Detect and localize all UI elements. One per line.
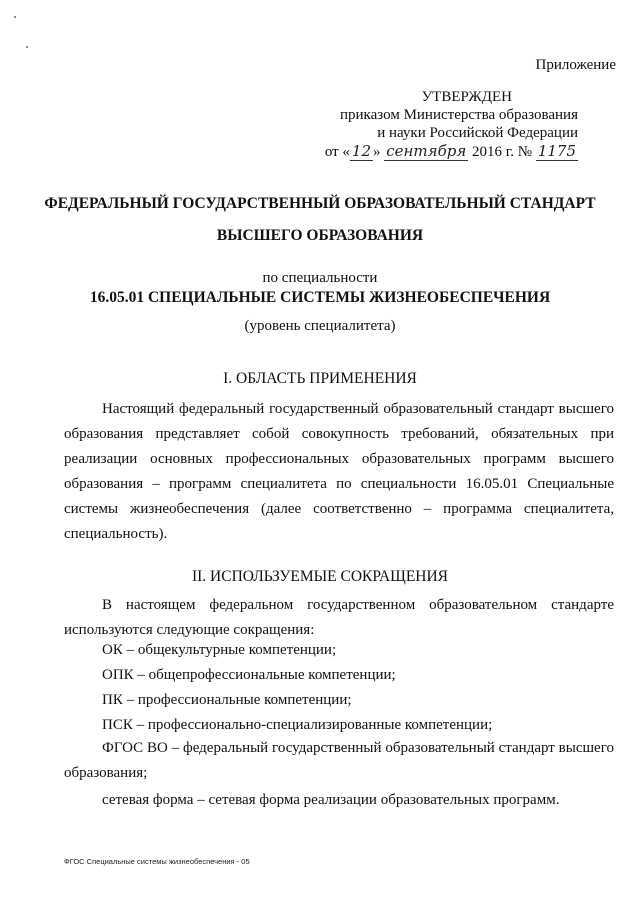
section-1-paragraph: Настоящий федеральный государственный образовательный стандарт высшего образования представляет собой совокупность требований, обязательных при реализации основных профессиональных образовательных программ высшего образования – программ специалитета по специальности 16.05.01 Специальные системы жизнеобеспечения (далее соответственно – программа специалитета, специальность). — [64, 401, 614, 542]
section-2-heading: II. ИСПОЛЬЗУЕМЫЕ СОКРАЩЕНИЯ — [191, 568, 449, 585]
date-prefix: от « — [324, 144, 350, 160]
education-level: (уровень специалитета) — [244, 318, 396, 334]
approved-label: УТВЕРЖДЕН — [421, 89, 512, 105]
section-2-intro: В настоящем федеральном государственном образовательном стандарте используются следующие сокращения: — [64, 597, 614, 638]
scan-speck — [26, 46, 28, 48]
section-1-heading: I. ОБЛАСТЬ ПРИМЕНЕНИЯ — [223, 370, 417, 387]
page-footer: ФГОС Специальные системы жизнеобеспечения - 05 — [64, 857, 250, 866]
abbreviation-item: сетевая форма – сетевая форма реализации образовательных программ. — [102, 792, 560, 808]
by-specialty-label: по специальности — [262, 270, 378, 286]
title-line-2: ВЫСШЕГО ОБРАЗОВАНИЯ — [216, 227, 424, 244]
order-line-2: и науки Российской Федерации — [377, 125, 578, 141]
order-line-1: приказом Министерства образования — [340, 107, 578, 123]
handwritten-month: сентября — [386, 142, 467, 160]
appendix-label: Приложение — [535, 57, 616, 73]
specialty-title: 16.05.01 СПЕЦИАЛЬНЫЕ СИСТЕМЫ ЖИЗНЕОБЕСПЕЧЕНИЯ — [89, 289, 551, 306]
abbreviation-item: ФГОС ВО – федеральный государственный образовательный стандарт высшего образования; — [64, 740, 614, 781]
abbreviation-item: ПК – профессиональные компетенции; — [102, 692, 352, 708]
approval-block — [0, 88, 578, 161]
handwritten-order-number: 1175 — [537, 142, 576, 160]
date-mid: » — [373, 144, 381, 160]
handwritten-day: 12 — [351, 142, 372, 160]
abbreviation-item: ПСК – профессионально-специализированные компетенции; — [102, 717, 493, 733]
document-title — [0, 188, 640, 252]
date-year: 2016 г. № — [472, 144, 533, 160]
abbreviation-item: ОК – общекультурные компетенции; — [102, 642, 337, 658]
order-date-line — [0, 142, 578, 161]
scan-speck — [14, 16, 16, 18]
abbreviation-item: ОПК – общепрофессиональные компетенции; — [102, 667, 396, 683]
title-line-1: ФЕДЕРАЛЬНЫЙ ГОСУДАРСТВЕННЫЙ ОБРАЗОВАТЕЛЬНЫЙ СТАНДАРТ — [44, 195, 596, 212]
